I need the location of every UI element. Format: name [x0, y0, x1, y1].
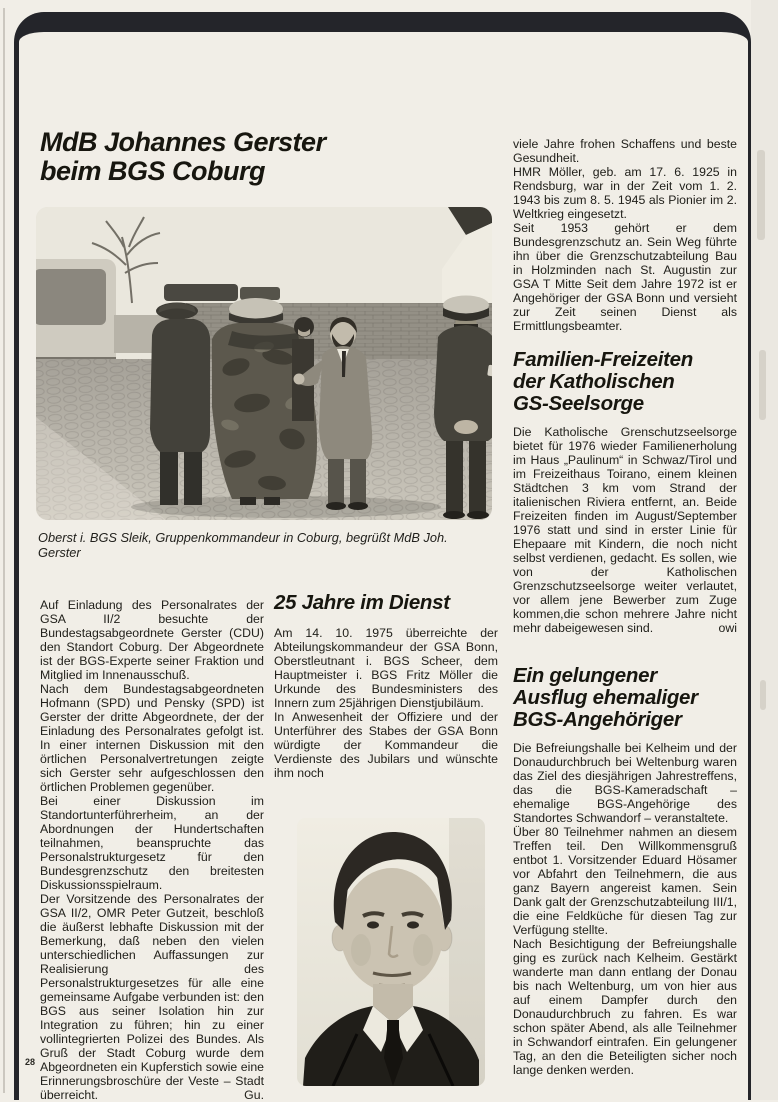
- ausflug-paragraph: Nach Besichtigung der Befreiungshalle ging es zurück nach Kelheim. Gestärkt wanderte man dann entlang der Donau bis nach Weltenburg, um von hier aus auf einem Dampfer durch den Donaudurchbruch zu fahren. Es war schon später Abend, als alle Teilnehmer in Schwandorf eintrafen. Ein gelungener Tag, an den die Beteiligten sicher noch lange denken werden.: [513, 937, 737, 1077]
- scan-edge-line: [3, 8, 5, 1093]
- author-initials: Gu.: [244, 1088, 264, 1102]
- scan-smudge: [757, 150, 765, 240]
- lead-paragraph-text: Der Vorsitzende des Personalrates der GSA II/2, OMR Peter Gutzeit, beschloß die äußerst lebhafte Diskussion mit der Bemerkung, daß neben den vielen unterschiedlichen Auffassungen zur Realisierung des Personalstrukturgesetzes für alle eine gemeinsame Aufgabe verbunden ist: den BGS aus seiner Isolation hin zur Integration zu führen; hin zu einer vollintegrierten Polizei des Bundes. Als Gruß der Stadt Coburg wurde dem Abgeordneten ein Kupferstich sowie eine Erinnerungsbroschüre der Veste – Stadt überreicht.: [40, 892, 264, 1102]
- ausflug-paragraph: Die Befreiungshalle bei Kelheim und der Donaudurchbruch bei Weltenburg waren das Ziel des diesjährigen Jahrestreffens, das die BGS-Kameradschaft – ehemalige BGS-Angehörige des Standortes Schwandorf – veranstaltete.: [513, 741, 737, 825]
- scan-smudge: [760, 680, 766, 710]
- column-middle: [274, 592, 498, 1086]
- scan-smudge: [759, 350, 766, 420]
- page-title: [40, 128, 326, 186]
- section-heading-freizeiten: [513, 349, 737, 415]
- ausflug-paragraph: Über 80 Teilnehmer nahmen an diesem Treffen teil. Den Willkommensgruß entbot 1. Vorsitzender Eduard Hösamer vor Abfahrt den Teilnehmern, die aus ganz Bayern angereist kamen. Sein Dank galt der Grenzschutzabteilung III/1, die eine Feldküche für diesen Tag zur Verfügung stellte.: [513, 825, 737, 937]
- group-photo: [36, 207, 492, 520]
- section-heading-dienst: 25 Jahre im Dienst: [274, 591, 450, 614]
- lead-paragraph: [40, 892, 264, 1102]
- freizeiten-paragraph: [513, 425, 737, 635]
- section-heading-ausflug: [513, 665, 737, 731]
- headline-line-2: beim BGS Coburg: [40, 156, 266, 186]
- portrait-photo: [297, 818, 485, 1086]
- lead-paragraph: Bei einer Diskussion im Standortunterführerheim, an der Abordnungen der Hundertschaften teilnahmen, beanspruchte das Personalstrukturgesetz für den Bundesgrenzschutz den breitesten Diskussionsspielraum.: [40, 794, 264, 892]
- headline-line-1: MdB Johannes Gerster: [40, 127, 326, 157]
- group-photo-illustration: [36, 207, 492, 520]
- jubilee-continuation-paragraph: Seit 1953 gehört er dem Bundesgrenzschutz an. Sein Weg führte ihn über die Grenzschutzabteilung Bau in Holzminden nach St. Augustin zur GSA T Mitte Seit dem Jahre 1972 ist er Angehöriger der GSA Bonn und versieht zur Zeit seinen Dienst als Ermittlungsbeamter.: [513, 221, 737, 333]
- heading-line: der Katholischen: [513, 370, 675, 393]
- page-number: 28: [25, 1057, 36, 1067]
- heading-line: Ausflug ehemaliger: [513, 686, 698, 709]
- column-right: [513, 137, 737, 1077]
- heading-line: GS-Seelsorge: [513, 392, 644, 415]
- portrait-illustration: [297, 818, 485, 1086]
- column-left: [40, 598, 264, 1102]
- jubilee-paragraph: In Anwesenheit der Offiziere und der Unterführer des Stabes der GSA Bonn würdigte der Kommandeur die Verdienste des Jubilars und wünschte ihm noch: [274, 710, 498, 780]
- lead-paragraph: Auf Einladung des Personalrates der GSA II/2 besuchte der Bundestagsabgeordnete Gerster (CDU) den Standort Coburg. Der Abgeordnete ist der BGS-Experte seiner Fraktion und Mitglied im Innenausschuß.: [40, 598, 264, 682]
- freizeiten-paragraph-text: Die Katholische Grenschutzseelsorge bietet für 1976 wieder Familienerholung im Haus „Paulinum“ in Schwaz/Tirol und im Freizeithaus Toirano, einem kleinen Städtchen 3 km vom Strand der italienischen Riviera entfernt, an. Beide Freizeiten finden im August/September 1976 statt und sind in erster Linie für Ehepaare mit Kindern, die noch nicht selbst verdienen, gedacht. Es sollen, wie von der Katholischen Grenzschutzseelsorge weiter verlautet, vor allem jene Bewerber zum Zuge kommen,die schon mehrere Jahre nicht mehr dabeigewesen sind.: [513, 425, 737, 635]
- author-initials: owi: [718, 621, 737, 635]
- jubilee-continuation-paragraph: HMR Möller, geb. am 17. 6. 1925 in Rendsburg, war in der Zeit vom 1. 2. 1943 bis zum 8. 5. 1945 als Pionier im 2. Weltkrieg eingesetzt.: [513, 165, 737, 221]
- heading-line: Ein gelungener: [513, 664, 657, 687]
- photo-caption: Oberst i. BGS Sleik, Gruppenkommandeur in Coburg, begrüßt MdB Joh. Gerster: [38, 530, 448, 560]
- heading-line: BGS-Angehöriger: [513, 708, 682, 731]
- lead-paragraph: Nach dem Bundestagsabgeordneten Hofmann (SPD) und Pensky (SPD) ist Gerster der dritte Abgeordnete, der der Einladung des Personalrates gefolgt ist. In einer internen Diskussion mit den örtlichen Personalvertretungen zeigte sich Gerster sehr aufgeschlossen den örtlichen Problemen gegenüber.: [40, 682, 264, 794]
- jubilee-continuation-paragraph: viele Jahre frohen Schaffens und beste Gesundheit.: [513, 137, 737, 165]
- heading-line: Familien-Freizeiten: [513, 348, 693, 371]
- jubilee-paragraph: Am 14. 10. 1975 überreichte der Abteilungskommandeur der GSA Bonn, Oberstleutnant i. BGS Scheer, dem Hauptmeister i. BGS Fritz Möller die Urkunde des Bundesministers des Innern zum 25jährigen Dienstjubiläum.: [274, 626, 498, 710]
